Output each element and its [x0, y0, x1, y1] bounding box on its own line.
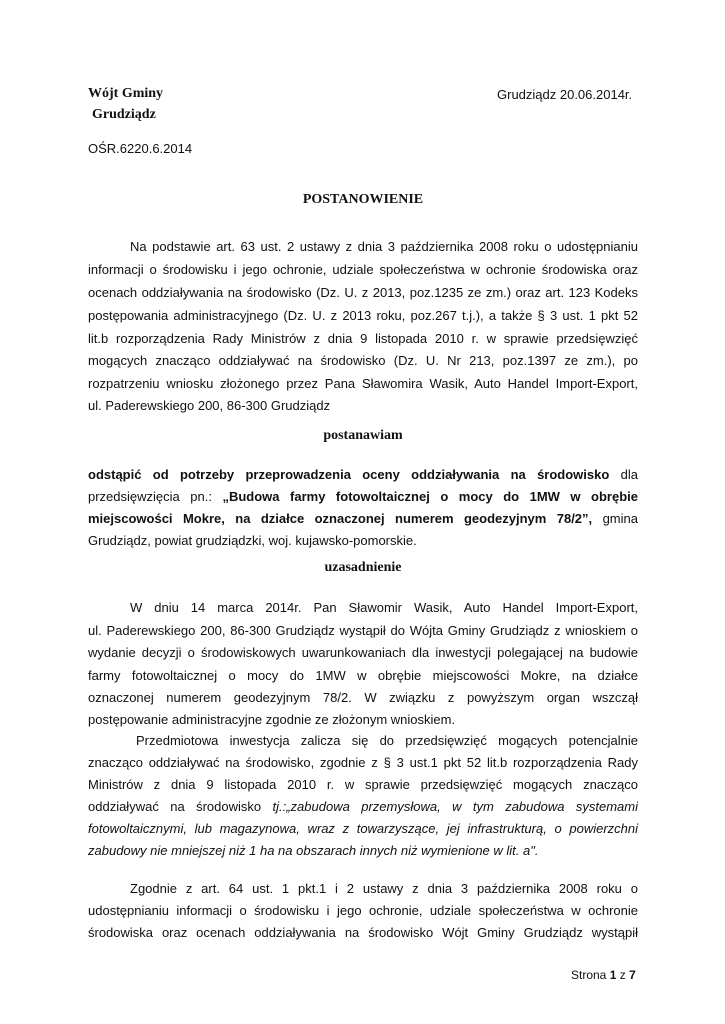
- authority-name: Wójt Gminy: [88, 86, 164, 101]
- decision-text: gmina: [602, 511, 638, 526]
- justification-line: oznaczonej numerem geodezyjnym 78/2. W związku z powyższym organ wszczął: [88, 690, 638, 705]
- intro-line: lit.b rozporządzenia Rady Ministrów z dnia 9 listopada 2010 r. w sprawie przedsięwzięć: [88, 331, 638, 346]
- decision-line: [88, 489, 638, 504]
- justification-line: znacząco oddziaływać na środowisko, zgodnie z § 3 ust.1 pkt 52 lit.b rozporządzenia Rady: [88, 755, 638, 770]
- page-word: Strona: [571, 968, 607, 982]
- intro-line: rozpatrzeniu wniosku złożonego przez Pana Sławomira Wasik, Auto Handel Import-Export,: [88, 376, 638, 391]
- page-total: 7: [629, 968, 636, 982]
- document-title: POSTANOWIENIE: [302, 192, 424, 207]
- intro-line: informacji o środowisku i jego ochronie, udziale społeczeństwa w ochronie środowiska oraz: [88, 262, 638, 277]
- investment-location: miejscowości Mokre, na działce oznaczonej numerem geodezyjnym 78/2”,: [88, 511, 593, 526]
- justification-line: Ministrów z dnia 9 listopada 2010 r. w sprawie przedsięwzięć mogących znacząco: [88, 777, 638, 792]
- justification-heading: uzasadnienie: [324, 560, 402, 575]
- decision-bold-text: odstąpić od potrzeby przeprowadzenia oceny oddziaływania na środowisko: [88, 467, 610, 482]
- authority-municipality: Grudziądz: [92, 107, 156, 122]
- intro-line: postępowania administracyjnego (Dz. U. z 2013 roku, poz.267 t.j.), a także § 3 ust. 1 pkt 52: [88, 308, 638, 323]
- decision-line: Grudziądz, powiat grudziądzki, woj. kujawsko-pomorskie.: [88, 533, 417, 548]
- justification-line: Przedmiotowa inwestycja zalicza się do przedsięwzięć mogących potencjalnie: [136, 733, 638, 748]
- decision-heading: postanawiam: [323, 428, 403, 443]
- intro-line: ul. Paderewskiego 200, 86-300 Grudziądz: [88, 398, 331, 413]
- intro-line: mogących znacząco oddziaływać na środowisko (Dz. U. Nr 213, poz.1397 ze zm.), po: [88, 353, 638, 368]
- regulation-quote: tj.:„zabudowa przemysłowa, w tym zabudowa systemami: [272, 799, 638, 814]
- page-current: 1: [609, 968, 617, 982]
- justification-line: ul. Paderewskiego 200, 86-300 Grudziądz wystąpił do Wójta Gminy Grudziądz z wnioskiem o: [88, 623, 638, 638]
- place-date: Grudziądz 20.06.2014r.: [497, 87, 633, 102]
- page-of: z: [619, 968, 626, 982]
- justification-line: Zgodnie z art. 64 ust. 1 pkt.1 i 2 ustawy z dnia 3 października 2008 roku o: [130, 881, 638, 896]
- justification-line: środowiska oraz ocenach oddziaływania na środowisko Wójt Gminy Grudziądz wystąpił: [88, 925, 638, 940]
- decision-line: [88, 467, 638, 482]
- justification-text: oddziaływać na środowisko: [88, 799, 262, 814]
- justification-line: farmy fotowoltaicznej o mocy do 1MW w obrębie miejscowości Mokre, na działce: [88, 668, 638, 683]
- justification-line: W dniu 14 marca 2014r. Pan Sławomir Wasik, Auto Handel Import-Export,: [130, 600, 638, 615]
- justification-line: wydanie decyzji o środowiskowych uwarunkowaniach dla inwestycji polegającej na budowie: [88, 645, 638, 660]
- intro-line: Na podstawie art. 63 ust. 2 ustawy z dnia 3 października 2008 roku o udostępnianiu: [130, 239, 638, 254]
- intro-line: ocenach oddziaływania na środowisko (Dz. U. z 2013, poz.1235 ze zm.) oraz art. 123 Kodeks: [88, 285, 638, 300]
- regulation-quote: fotowoltaicznymi, lub magazynowa, wraz z towarzyszące, jej infrastrukturą, o powierzchni: [88, 821, 638, 836]
- decision-text: dla: [620, 467, 638, 482]
- reference-number: OŚR.6220.6.2014: [88, 141, 193, 156]
- decision-line: [88, 511, 638, 526]
- justification-line: postępowanie administracyjne zgodnie ze złożonym wnioskiem.: [88, 712, 456, 727]
- decision-text: przedsięwzięcia pn.:: [88, 489, 212, 504]
- regulation-quote: zabudowy nie mniejszej niż 1 ha na obszarach innych niż wymienione w lit. a".: [88, 843, 539, 858]
- justification-line: udostępnianiu informacji o środowisku i jego ochronie, udziale społeczeństwa w ochronie: [88, 903, 638, 918]
- page-number: [571, 968, 636, 982]
- justification-line: [88, 799, 638, 814]
- investment-name: „Budowa farmy fotowoltaicznej o mocy do 1MW w obrębie: [222, 489, 639, 504]
